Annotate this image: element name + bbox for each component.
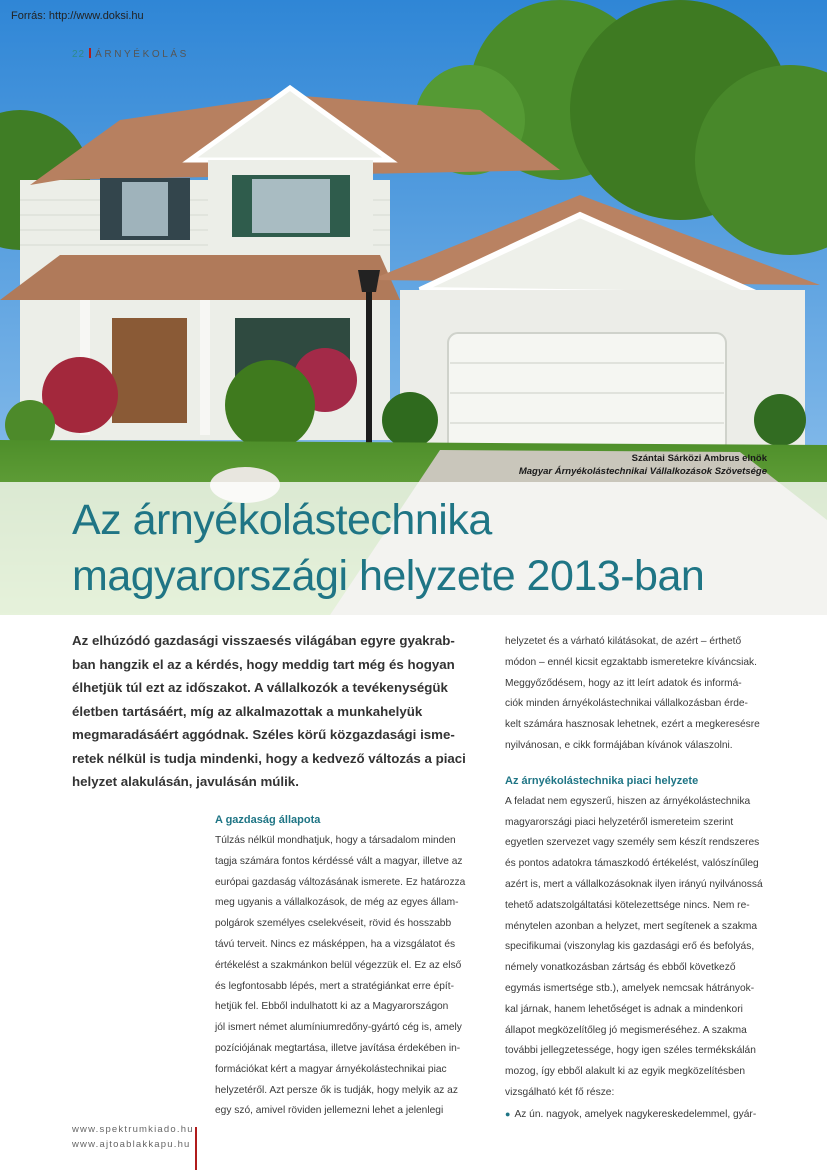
body-line: és pontos adatokra támaszkodó értékelést, valószínűleg [505,858,759,870]
body-line: egy szó, amivel röviden jellemezni lehet a jelenlegi [215,1105,444,1117]
body-line: módon – ennél kicsit egzaktabb ismeretekre kíváncsiak. [505,656,757,668]
body-line: ciók minden árnyékolástechnikai vállalkozásban érde- [505,698,748,710]
column-section-1 [215,810,483,1122]
body-line: értékelést a szakmánkon belül végezzük el. Ez az első [215,959,462,971]
body-line: Túlzás nélkül mondhatjuk, hogy a társadalom minden [215,835,456,846]
lead-line: helyzet alakulásán, javulásán múlik. [72,774,299,789]
footer-link-ajtoablakkapu[interactable]: www.ajtoablakkapu.hu [72,1139,191,1150]
body-line: pozíciójának megtartása, illetve javítása érdekében in- [215,1042,461,1054]
page-number: 22 [72,49,86,60]
body-line: tehető adatszolgáltatási kötelezettsége nincs. Nem re- [505,899,750,911]
lead-line: ban hangzik el az a kérdés, hogy meddig tart még és hogyan [72,656,455,672]
body-line: európai gazdaság változásának ismerete. Ez határozza [215,876,466,888]
article-title [72,492,704,604]
lead-line: retek nélkül is tudja mindenki, hogy a kedvező változás a piaci [72,750,466,766]
body-line: ménytelen azonban a helyzet, mert segítenek a szakma [505,920,757,932]
body-line: helyzetet és a várható kilátásokat, de azért – érthető [505,636,742,647]
lead-line: életben tartásáért, míg az alkalmazottak a munkahelyük [72,703,423,719]
body-line: némely vonatkozásban zártság és ebből következő [505,962,736,974]
header-divider [89,48,91,58]
bullet-item [505,1104,769,1126]
footer-link-spektrumkiado[interactable]: www.spektrumkiado.hu [72,1124,194,1135]
title-line-2: magyarországi helyzete 2013-ban [72,552,705,600]
body-line: tagja számára fontos kérdéssé vált a magyar, illetve az [215,855,463,867]
section-heading: Az árnyékolástechnika piaci helyzete [505,774,699,787]
body-line: távú terveit. Nincs ez másképpen, ha a vizsgálatot és [215,938,456,950]
bullet-text: Az ún. nagyok, amelyek nagykereskedelemmel, gyár- [514,1108,757,1120]
author-block [519,452,767,478]
body-line: A feladat nem egyszerű, hiszen az árnyékolástechnika [505,795,751,807]
body-line: azért is, mert a vállalkozásoknak ilyen irányú nyilvánossá [505,878,763,890]
lead-line: Az elhúzódó gazdasági visszaesés világában egyre gyakrab- [72,633,455,648]
footer-divider [195,1127,197,1170]
body-line: formációkat kért a magyar árnyékolástechnikai piac [215,1063,447,1075]
body-line: polgárok személyes cselekvéseit, rövid és hosszabb [215,918,452,930]
body-line: további jellegzetessége, hogy igen széles termékskálán [505,1045,756,1057]
body-line: vizsgálható két fő része: [505,1086,615,1098]
author-organization: Magyar Árnyékolástechnikai Vállalkozások Szövetsége [518,466,767,477]
footer-links [72,1122,194,1152]
section-label: ÁRNYÉKOLÁS [95,49,189,60]
body-line: nyilvánosan, e cikk formájában kívánok válaszolni. [505,739,733,751]
lead-line: élhetjük túl ezt az időszakot. A vállalkozók a tevékenységük [72,680,448,695]
body-line: helyzetéről. Azt persze ők is tudják, hogy melyik az az [215,1084,458,1096]
lead-line: megmaradásáért aggódnak. Széles körű közgazdasági isme- [72,727,455,742]
body-line: magyarországi piaci helyzetéről ismereteim szerint [505,816,734,828]
lead-paragraph [72,629,483,794]
source-note: Forrás: http://www.doksi.hu [11,10,144,22]
section-heading: A gazdaság állapota [215,814,321,826]
running-header [72,48,189,60]
paragraph-gap [505,757,769,771]
column-right [505,632,769,1126]
body-line: meg ugyanis a vállalkozások, de még az egyes állam- [215,897,459,909]
body-line: Meggyőződésem, hogy az itt leírt adatok és informá- [505,677,742,689]
body-line: jól ismert német alumíniumredőny-gyártó cég is, amely [215,1022,462,1034]
body-line: egymás ismertsége stb.), amelyek nemcsak hátrányok- [505,982,755,994]
body-line: hetjük fel. Ebből indulhatott ki az a Magyarországon [215,1001,449,1013]
body-line: egyetlen szervezet vagy személy sem készít rendszeres [505,837,760,849]
body-line: kal járnak, hanem lehetőséget is adnak a mindenkori [505,1003,743,1015]
body-line: állapot megközelítőleg jó megismeréséhez. A szakma [505,1024,747,1036]
bullet-dot-icon: ● [505,1108,511,1119]
body-line: és legfontosabb lépés, mert a stratégiánkat erre épít- [215,980,454,992]
title-line-1: Az árnyékolástechnika [72,496,492,544]
body-line: mozog, így ebből alakult ki az egyik megközelítésben [505,1066,746,1078]
body-line: kelt számára hasznosak lehetnek, ezért a megkeresésre [505,719,760,731]
body-line: specifikumai (viszonylag kis gazdasági erő és befolyás, [505,941,755,953]
author-name: Szántai Sárközi Ambrus elnök [631,453,767,464]
